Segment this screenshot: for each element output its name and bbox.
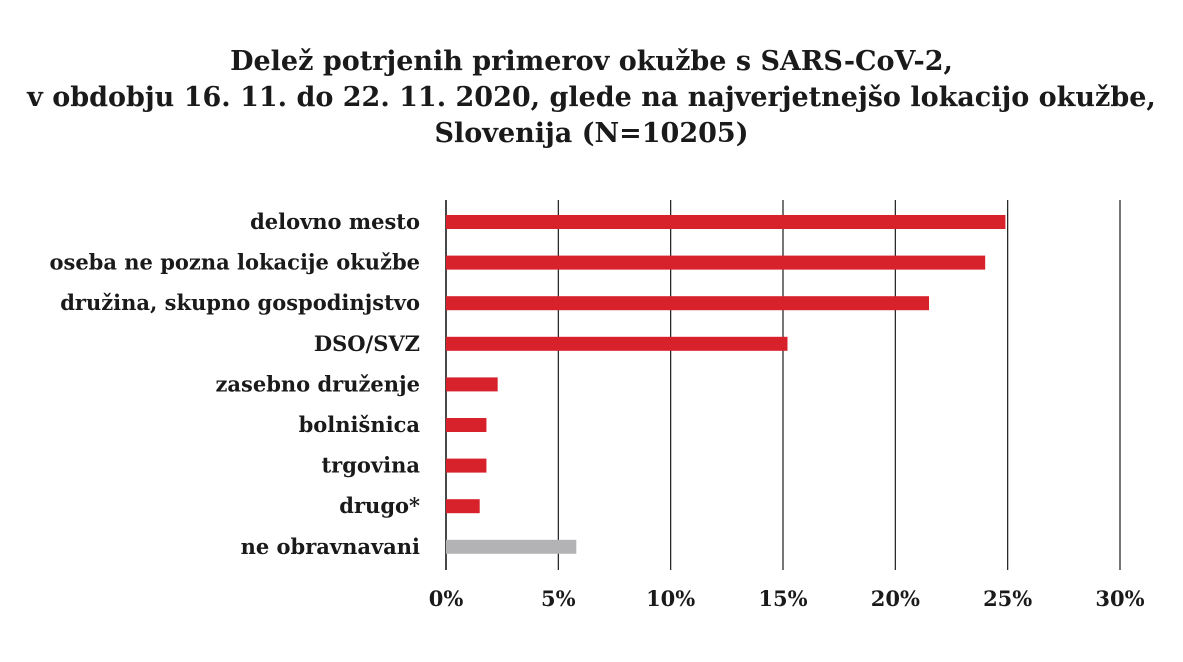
bar-2 <box>446 296 929 310</box>
x-tick-label-5: 5% <box>541 586 576 611</box>
category-label-1: oseba ne pozna lokacije okužbe <box>49 249 420 275</box>
category-label-2: družina, skupno gospodinjstvo <box>60 290 420 316</box>
category-label-6: trgovina <box>321 452 420 478</box>
category-label-3: DSO/SVZ <box>313 330 420 356</box>
bar-6 <box>446 459 486 473</box>
category-label-8: ne obravnavani <box>240 533 420 559</box>
x-tick-label-25: 25% <box>983 586 1033 611</box>
bar-8 <box>446 540 576 554</box>
chart-title-line-3: Slovenija (N=10205) <box>434 118 749 149</box>
bars <box>446 215 1005 554</box>
bar-0 <box>446 215 1005 229</box>
x-tick-labels <box>429 586 1145 611</box>
x-tick-label-30: 30% <box>1095 586 1145 611</box>
category-labels <box>49 209 420 559</box>
chart-title-line-2: v obdobju 16. 11. do 22. 11. 2020, glede na najverjetnejšo lokacijo okužbe, <box>27 82 1156 113</box>
bar-4 <box>446 377 498 391</box>
category-label-7: drugo* <box>339 493 420 519</box>
x-tick-label-10: 10% <box>646 586 696 611</box>
chart-title-line-1: Delež potrjenih primerov okužbe s SARS-CoV-2, <box>230 46 953 77</box>
bar-7 <box>446 499 480 513</box>
bar-5 <box>446 418 486 432</box>
x-tick-label-15: 15% <box>758 586 808 611</box>
x-tick-label-0: 0% <box>428 586 464 611</box>
x-tick-label-20: 20% <box>870 586 920 611</box>
category-label-5: bolnišnica <box>298 412 420 437</box>
grid-lines <box>446 200 1120 570</box>
category-label-4: zasebno druženje <box>215 371 420 397</box>
bar-3 <box>446 337 787 351</box>
bar-1 <box>446 256 985 270</box>
category-label-0: delovno mesto <box>250 209 420 234</box>
